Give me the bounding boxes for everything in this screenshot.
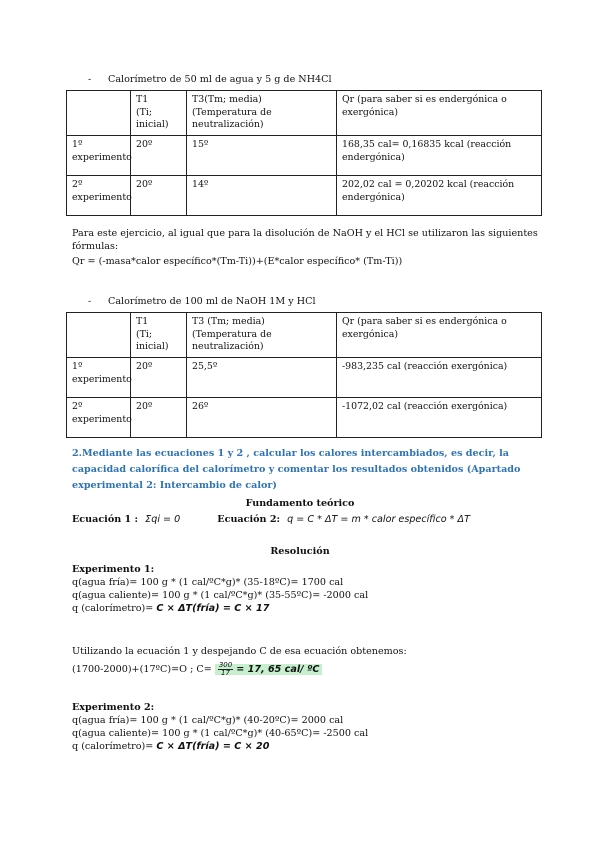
eq2-formula: q = C * ΔT = m * calor específico * ΔT [287, 514, 470, 525]
exp1-solve-line [72, 662, 542, 677]
exp2-line2: q(agua caliente)= 100 g * (1 cal/ºC*g)* (40-65ºC)= -2500 cal [72, 727, 369, 739]
intro-paragraph [72, 228, 542, 269]
experiment-1 [72, 564, 542, 616]
exp1-line3-math: C × ΔT(fría) = C × 17 [156, 602, 270, 614]
table-cell: 202,02 cal = 0,20202 kcal (reacción endergónica) [337, 176, 542, 216]
table-header-row [67, 313, 542, 358]
table-cell: 2º experimento [67, 176, 131, 216]
table-row [67, 398, 542, 438]
table-cell: -1072,02 cal (reacción exergónica) [337, 398, 542, 438]
table-header-cell: T1 (Ti; inicial) [131, 91, 187, 136]
table-cell: -983,235 cal (reacción exergónica) [337, 358, 542, 398]
table-row [67, 136, 542, 176]
table-cell: 14º [187, 176, 337, 216]
table-header-cell [67, 313, 131, 358]
exp1-line3-label: q (calorímetro)= [72, 602, 154, 614]
table-header-cell: T3 (Tm; media) (Temperatura de neutralización) [187, 313, 337, 358]
exp1-line3 [72, 603, 542, 616]
table-cell: 26º [187, 398, 337, 438]
eq1-formula: Σqi = 0 [145, 514, 181, 525]
exp2-line3-math: C × ΔT(fría) = C × 20 [156, 740, 270, 752]
eq1-label: Ecuación 1 : [72, 514, 139, 525]
table-header-cell: T3(Tm; media) (Temperatura de neutralización) [187, 91, 337, 136]
intro-formula: Qr = (-masa*calor específico*(Tm-Ti))+(E*calor específico* (Tm-Ti)) [72, 255, 403, 267]
equations-line [72, 514, 552, 527]
table-cell: 168,35 cal= 0,16835 kcal (reacción endergónica) [337, 136, 542, 176]
table-cell: 2º experimento [67, 398, 131, 438]
exp1-solve [72, 646, 542, 677]
exp2-line3 [72, 741, 542, 754]
section2-heading-text: Calorímetro de 100 ml de NaOH 1M y HCl [108, 296, 316, 307]
exp1-title: Experimento 1: [72, 564, 155, 575]
table-row [67, 358, 542, 398]
frac-denominator: 17 [221, 668, 230, 677]
question-heading: 2.Mediante las ecuaciones 1 y 2 , calcular los calores intercambiados, es decir, la capacidad calorífica del calorímetro y comentar los resultados obtenidos (Apartado experimental 2: Intercambio de calor) [72, 448, 521, 491]
eq2-label: Ecuación 2: [217, 514, 281, 525]
exp1-result: = 17, 65 cal/ ºC [236, 663, 320, 675]
exp2-title: Experimento 2: [72, 702, 155, 713]
section1-heading-text: Calorímetro de 50 ml de agua y 5 g de NH4Cl [108, 74, 332, 85]
table-nh4cl [66, 90, 542, 216]
table-naoh-hcl [66, 312, 542, 438]
table-cell: 20º [131, 358, 187, 398]
exp1-fraction [218, 662, 233, 677]
table-header-cell [67, 91, 131, 136]
table-cell: 25,5º [187, 358, 337, 398]
frac-numerator: 300 [218, 660, 233, 669]
table-header-row [67, 91, 542, 136]
table-row [67, 176, 542, 216]
table-cell: 20º [131, 398, 187, 438]
table-header-cell: Qr (para saber si es endergónica o exergónica) [337, 91, 542, 136]
table-cell: 1º experimento [67, 358, 131, 398]
table-cell: 20º [131, 176, 187, 216]
exp2-line1: q(agua fría)= 100 g * (1 cal/ºC*g)* (40-20ºC)= 2000 cal [72, 714, 344, 726]
exp1-line1: q(agua fría)= 100 g * (1 cal/ºC*g)* (35-18ºC)= 1700 cal [72, 576, 344, 588]
exp1-solve-text: (1700-2000)+(17ºC)=O ; C= [72, 663, 212, 675]
table-cell: 1º experimento [67, 136, 131, 176]
exp1-result-highlight [215, 660, 323, 677]
fundamento-title: Fundamento teórico [245, 498, 355, 509]
exp1-using-text: Utilizando la ecuación 1 y despejando C de esa ecuación obtenemos: [72, 646, 407, 657]
resolucion-title: Resolución [270, 546, 330, 557]
table-header-cell: Qr (para saber si es endergónica o exergónica) [337, 313, 542, 358]
section1-heading: - Calorímetro de 50 ml de agua y 5 g de NH4Cl [88, 74, 332, 85]
exp1-line2: q(agua caliente)= 100 g * (1 cal/ºC*g)* (35-55ºC)= -2000 cal [72, 589, 369, 601]
experiment-2 [72, 702, 542, 754]
table-header-cell: T1 (Ti; inicial) [131, 313, 187, 358]
exp2-line3-label: q (calorímetro)= [72, 740, 154, 752]
table-cell: 20º [131, 136, 187, 176]
section2-heading: - Calorímetro de 100 ml de NaOH 1M y HCl [88, 296, 316, 307]
table-cell: 15º [187, 136, 337, 176]
intro-text: Para este ejercicio, al igual que para la disolución de NaOH y el HCl se utilizaron las siguientes fórmulas: [72, 228, 538, 252]
